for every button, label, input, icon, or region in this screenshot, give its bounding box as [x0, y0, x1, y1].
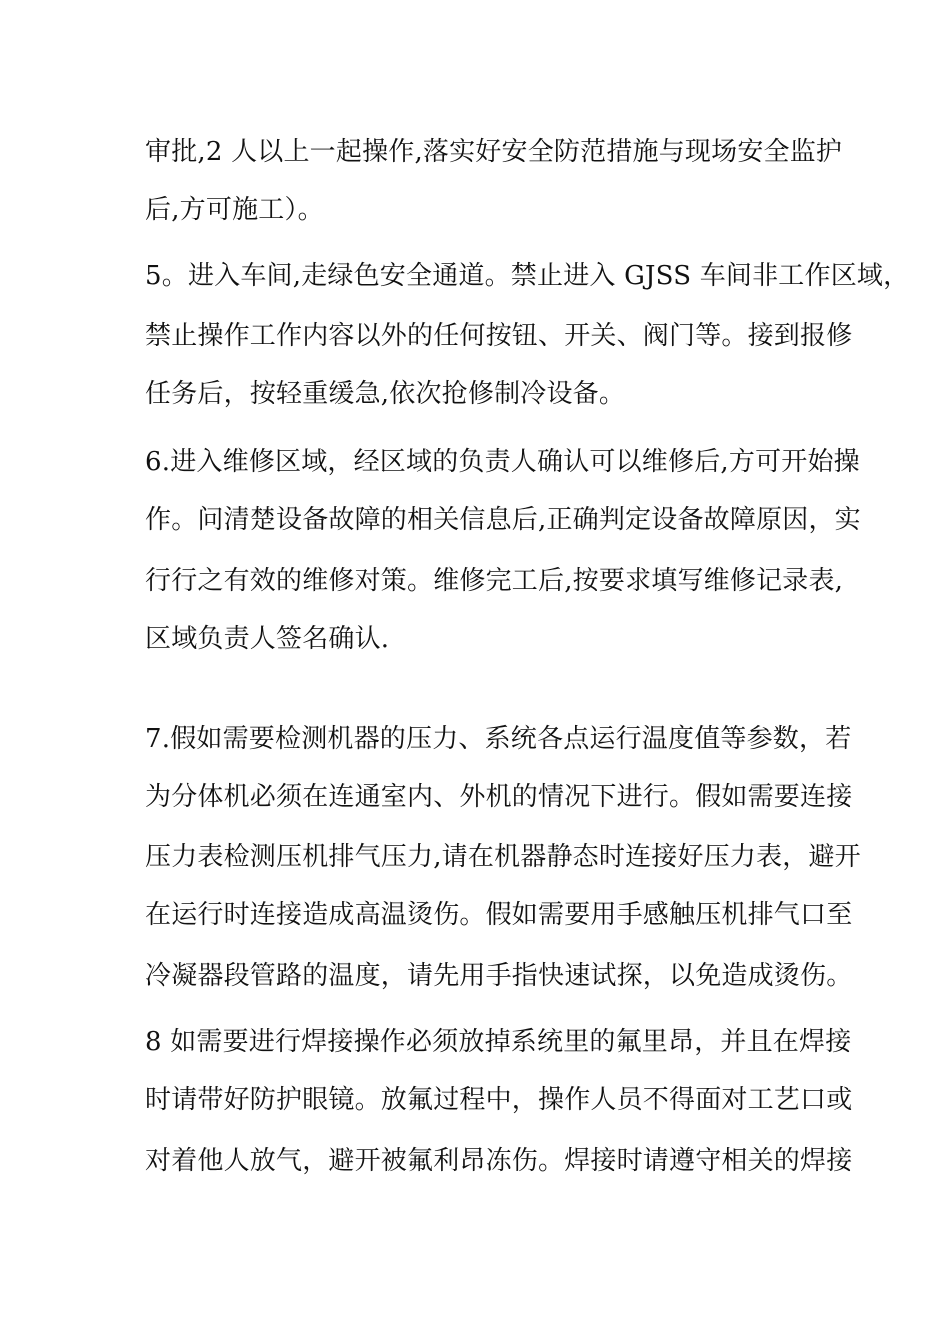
text-line: 禁止操作工作内容以外的任何按钮、开关、阀门等。接到报修: [145, 321, 853, 351]
text-line: 行行之有效的维修对策。维修完工后,按要求填写维修记录表,: [145, 566, 844, 596]
text-line: 8 如需要进行焊接操作必须放掉系统里的氟里昂，并且在焊接: [145, 1027, 852, 1057]
text-line: 审批,2 人以上一起操作,落实好安全防范措施与现场安全监护: [145, 137, 843, 167]
text-line: 冷凝器段管路的温度，请先用手指快速试探，以免造成烫伤。: [145, 961, 853, 991]
text-line: 压力表检测压机排气压力,请在机器静态时连接好压力表，避开: [145, 842, 861, 872]
text-line: 为分体机必须在连通室内、外机的情况下进行。假如需要连接: [145, 782, 853, 812]
text-line: 时请带好防护眼镜。放氟过程中，操作人员不得面对工艺口或: [145, 1085, 853, 1115]
text-line: 5。进入车间,走绿色安全通道。禁止进入 GJSS 车间非工作区域，: [145, 261, 910, 291]
text-line: 作。问清楚设备故障的相关信息后,正确判定设备故障原因，实: [145, 505, 861, 535]
text-line: 7.假如需要检测机器的压力、系统各点运行温度值等参数，若: [145, 724, 852, 754]
text-line: 任务后，按轻重缓急,依次抢修制冷设备。: [145, 379, 626, 409]
text-line: 区域负责人签名确认.: [145, 624, 390, 654]
text-line: 在运行时连接造成高温烫伤。假如需要用手感触压机排气口至: [145, 900, 853, 930]
text-line: 6.进入维修区域，经区域的负责人确认可以维修后,方可开始操: [145, 447, 860, 477]
text-line: 后,方可施工）。: [145, 195, 324, 225]
text-line: 对着他人放气，避开被氟利昂冻伤。焊接时请遵守相关的焊接: [145, 1146, 853, 1176]
